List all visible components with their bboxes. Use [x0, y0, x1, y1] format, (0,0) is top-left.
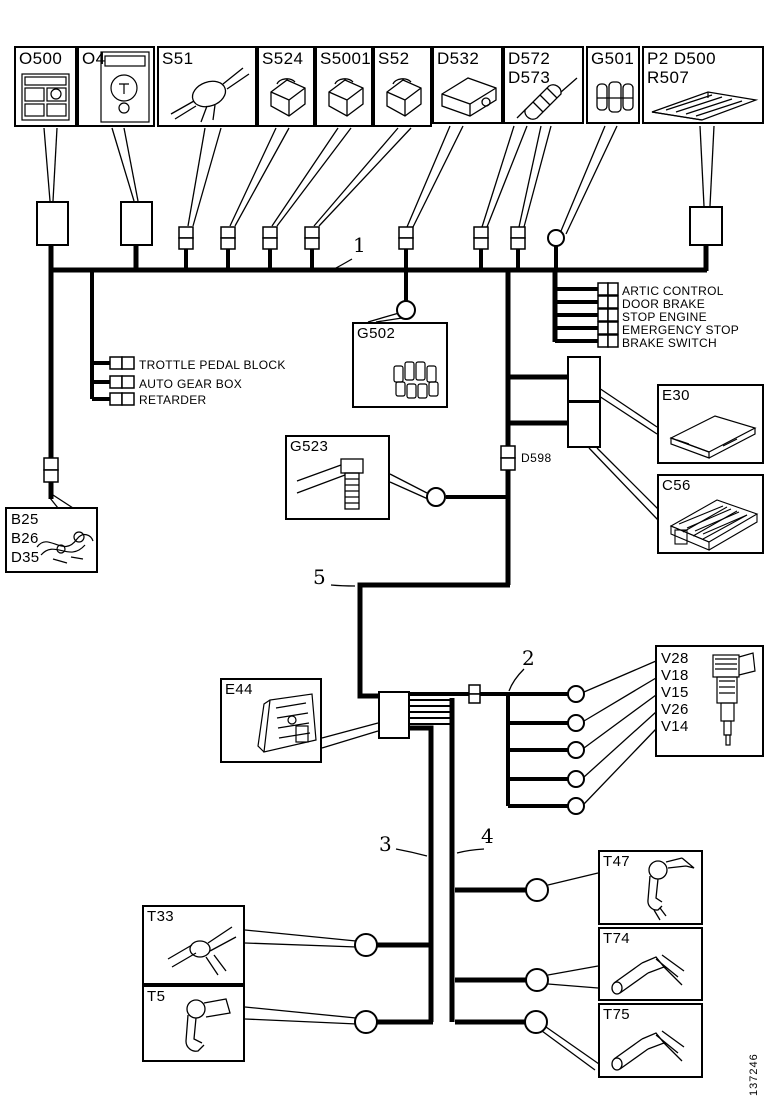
t74-sensor-illustration: [608, 947, 702, 1001]
component-label: E44: [225, 681, 253, 698]
t75-sensor-illustration: [608, 1023, 702, 1077]
wire-number-2: 2: [522, 646, 535, 670]
component-box-t47: [598, 850, 703, 925]
s524-switch-illustration: [265, 72, 311, 124]
o4-panel-illustration: [97, 50, 153, 124]
t47-sensor-illustration: [636, 856, 702, 924]
stub-label-retarder: RETARDER: [139, 393, 207, 407]
component-box-b25-b26-d35: [5, 507, 98, 573]
component-box-t5: [142, 985, 245, 1062]
component-label-d35: D35: [11, 549, 40, 566]
component-label: O4: [82, 49, 106, 68]
component-box-s51: [157, 46, 257, 127]
wire-number-3: 3: [379, 832, 392, 856]
b25-harness-illustration: [33, 519, 97, 569]
component-label: O500: [19, 49, 63, 68]
figure-number: 137246: [748, 1053, 760, 1096]
g501-connector-illustration: [593, 74, 637, 122]
component-label-b25: B25: [11, 511, 39, 528]
component-label: G502: [357, 325, 396, 342]
injector-label-v28: V28: [661, 650, 689, 667]
stub-label-trottle-pedal-block: TROTTLE PEDAL BLOCK: [139, 358, 286, 372]
component-box-d572-d573: [503, 46, 584, 124]
component-box-injectors: [655, 645, 764, 757]
component-label: G523: [290, 438, 329, 455]
component-box-s5001: [315, 46, 373, 127]
wire-number-5: 5: [313, 565, 326, 589]
component-box-t74: [598, 927, 703, 1001]
d532-relay-illustration: [438, 70, 500, 122]
stub-label-auto-gear-box: AUTO GEAR BOX: [139, 377, 243, 391]
component-box-s524: [257, 46, 315, 127]
wire-number-1: 1: [353, 233, 366, 257]
component-box-o4: [77, 46, 155, 127]
component-box-c56: [657, 474, 764, 554]
component-label: S524: [262, 49, 304, 68]
component-label: T33: [147, 908, 175, 925]
component-box-s52: [373, 46, 432, 127]
component-label: T74: [603, 930, 631, 947]
component-box-e44: [220, 678, 322, 763]
g523-ground-bolt-illustration: [291, 453, 387, 519]
component-box-p2-d500-r507: [642, 46, 764, 124]
e30-control-unit-illustration: [663, 406, 762, 462]
component-label-b26: B26: [11, 530, 39, 547]
e44-control-unit-illustration: [250, 688, 322, 762]
component-label: E30: [662, 387, 690, 404]
component-label: D532: [437, 49, 480, 68]
component-box-d532: [432, 46, 503, 124]
component-box-t75: [598, 1003, 703, 1078]
component-label-line1: P2 D500: [647, 49, 716, 68]
component-box-g501: [586, 46, 640, 124]
injector-label-v18: V18: [661, 667, 689, 684]
component-box-t33: [142, 905, 245, 985]
component-label: T5: [147, 988, 166, 1005]
component-label: T75: [603, 1006, 631, 1023]
component-label: S51: [162, 49, 194, 68]
component-label: S5001: [320, 49, 372, 68]
o500-control-panel-illustration: [19, 70, 73, 124]
c56-control-unit-illustration: [663, 492, 762, 554]
inline-connector-label-d598: D598: [521, 451, 552, 465]
component-label: C56: [662, 477, 691, 494]
stub-label-brake-switch: BRAKE SWITCH: [622, 336, 717, 350]
component-box-g523: [285, 435, 390, 520]
injector-label-v26: V26: [661, 701, 689, 718]
wire-3-4-sensor-wires: [377, 698, 527, 1022]
component-box-e30: [657, 384, 764, 464]
left-branch-wires: [92, 272, 110, 399]
component-box-g502: [352, 322, 448, 408]
stub-label-stop-engine: STOP ENGINE: [622, 310, 707, 324]
right-branch-wires: [555, 272, 598, 342]
injector-label-v14: V14: [661, 718, 689, 735]
component-label-line2: R507: [647, 68, 690, 88]
g502-connector-ring-illustration: [388, 354, 444, 404]
t5-sensor-illustration: [174, 995, 238, 1061]
d572-d573-sensor-illustration: [507, 74, 583, 122]
component-label: T47: [603, 853, 631, 870]
t33-sensor-illustration: [162, 919, 244, 983]
injector-label-v15: V15: [661, 684, 689, 701]
component-label: G501: [591, 49, 635, 68]
p2-board-illustration: [646, 84, 762, 124]
wire-number-4: 4: [481, 824, 494, 848]
injector-illustration: [701, 651, 761, 751]
stub-label-door-brake: DOOR BRAKE: [622, 297, 706, 311]
component-label-line1: D572: [508, 49, 551, 68]
component-box-o500: [14, 46, 77, 127]
s52-switch-illustration: [381, 72, 427, 124]
component-label-line2: D573: [508, 68, 551, 88]
component-label: S52: [378, 49, 410, 68]
s5001-switch-illustration: [323, 72, 369, 124]
stub-label-artic-control: ARTIC CONTROL: [622, 284, 724, 298]
s51-key-switch-illustration: [161, 56, 257, 126]
stub-label-emergency-stop: EMERGENCY STOP: [622, 323, 740, 337]
